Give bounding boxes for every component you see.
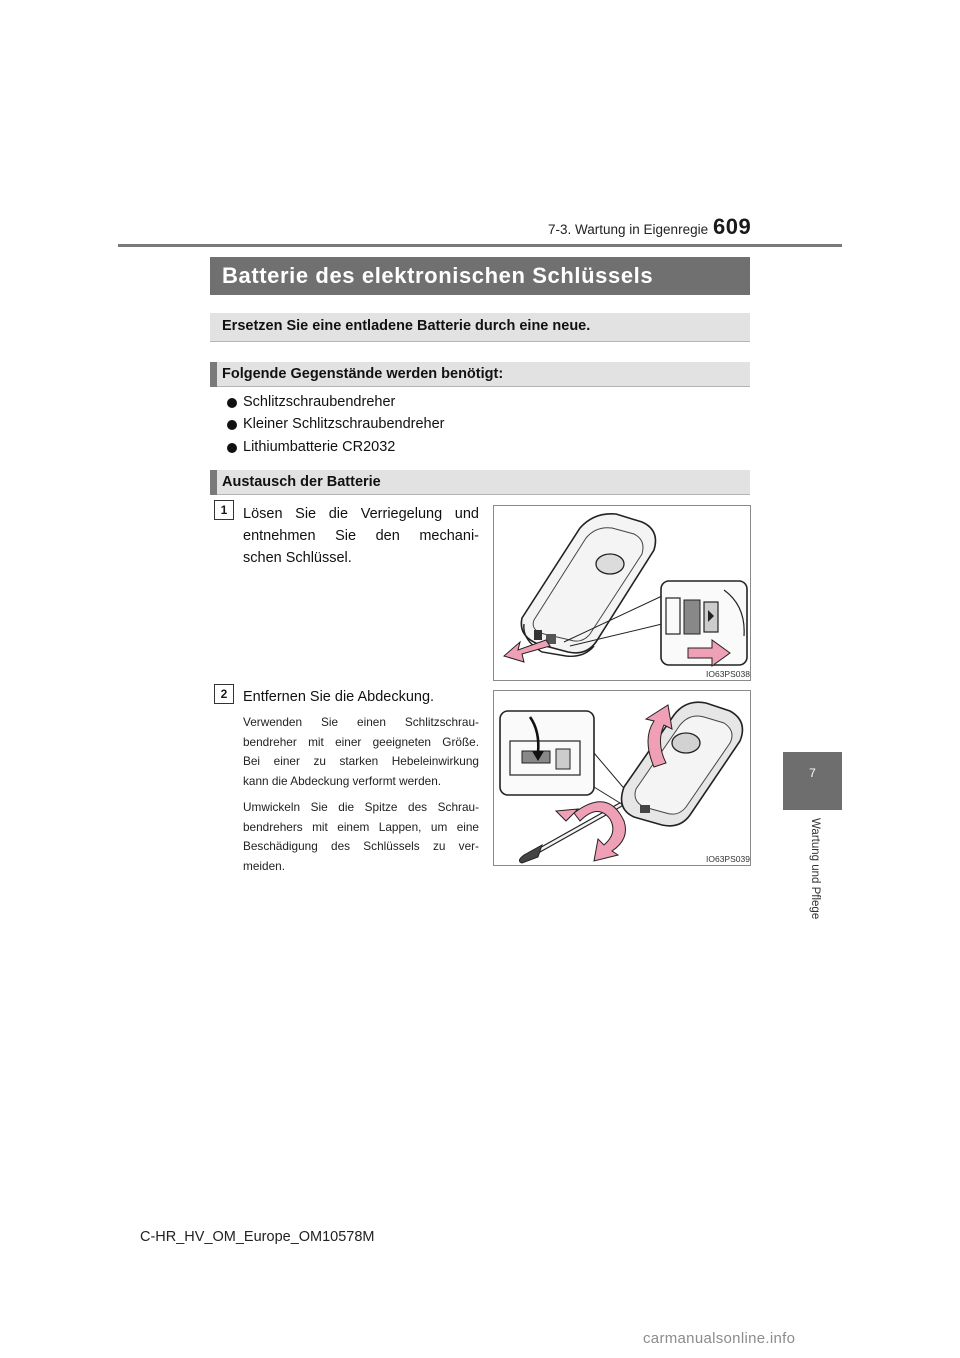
note-1-line: Bei einer zu starken Hebeleinwirkung [243, 754, 479, 768]
items-heading-accent [210, 362, 217, 387]
note-2-line: meiden. [243, 859, 285, 873]
key-release-illustration [494, 506, 750, 680]
note-1-line: Verwenden Sie einen Schlitzschrau- [243, 715, 479, 729]
page-number: 609 [713, 214, 752, 239]
note-2-line: bendrehers mit einem Lappen, um eine [243, 820, 479, 834]
section-path: 7-3. Wartung in Eigenregie [548, 222, 709, 237]
cover-removal-illustration [494, 691, 750, 865]
intro-text: Ersetzen Sie eine entladene Batterie durch eine neue. [222, 318, 591, 334]
bullet-icon [227, 443, 237, 453]
step-2-line-1: Entfernen Sie die Abdeckung. [243, 689, 435, 705]
chapter-number: 7 [809, 766, 816, 780]
replace-heading-accent [210, 470, 217, 495]
note-1-line: kann die Abdeckung verformt werden. [243, 774, 442, 788]
bullet-icon [227, 420, 237, 430]
note-2-line: Umwickeln Sie die Spitze des Schrau- [243, 800, 479, 814]
step-1-line-1: Lösen Sie die Verriegelung und [243, 506, 479, 522]
list-item: Lithiumbatterie CR2032 [243, 439, 396, 455]
note-1-line: bendreher mit einer geeigneten Größe. [243, 735, 479, 749]
step-1-line-2: entnehmen Sie den mechani- [243, 528, 479, 544]
header-rule [118, 244, 842, 247]
cover-removal-figure [493, 690, 751, 866]
figure-code: IO63PS038 [706, 669, 750, 679]
list-item: Schlitzschraubendreher [243, 394, 396, 410]
page-title: Batterie des elektronischen Schlüssels [222, 263, 654, 288]
step-number: 1 [214, 500, 234, 520]
step-1-line-3: schen Schlüssel. [243, 550, 352, 566]
chapter-tab [783, 752, 842, 810]
key-release-figure [493, 505, 751, 681]
figure-code: IO63PS039 [706, 854, 750, 864]
replace-heading: Austausch der Batterie [222, 474, 381, 490]
document-code: C-HR_HV_OM_Europe_OM10578M [140, 1229, 375, 1245]
step-number: 2 [214, 684, 234, 704]
bullet-icon [227, 398, 237, 408]
chapter-label: Wartung und Pflege [809, 818, 821, 920]
note-2-line: Beschädigung des Schlüssels zu ver- [243, 839, 479, 853]
watermark: carmanualsonline.info [643, 1330, 796, 1347]
list-item: Kleiner Schlitzschraubendreher [243, 416, 445, 432]
items-heading: Folgende Gegenstände werden benötigt: [222, 366, 504, 382]
